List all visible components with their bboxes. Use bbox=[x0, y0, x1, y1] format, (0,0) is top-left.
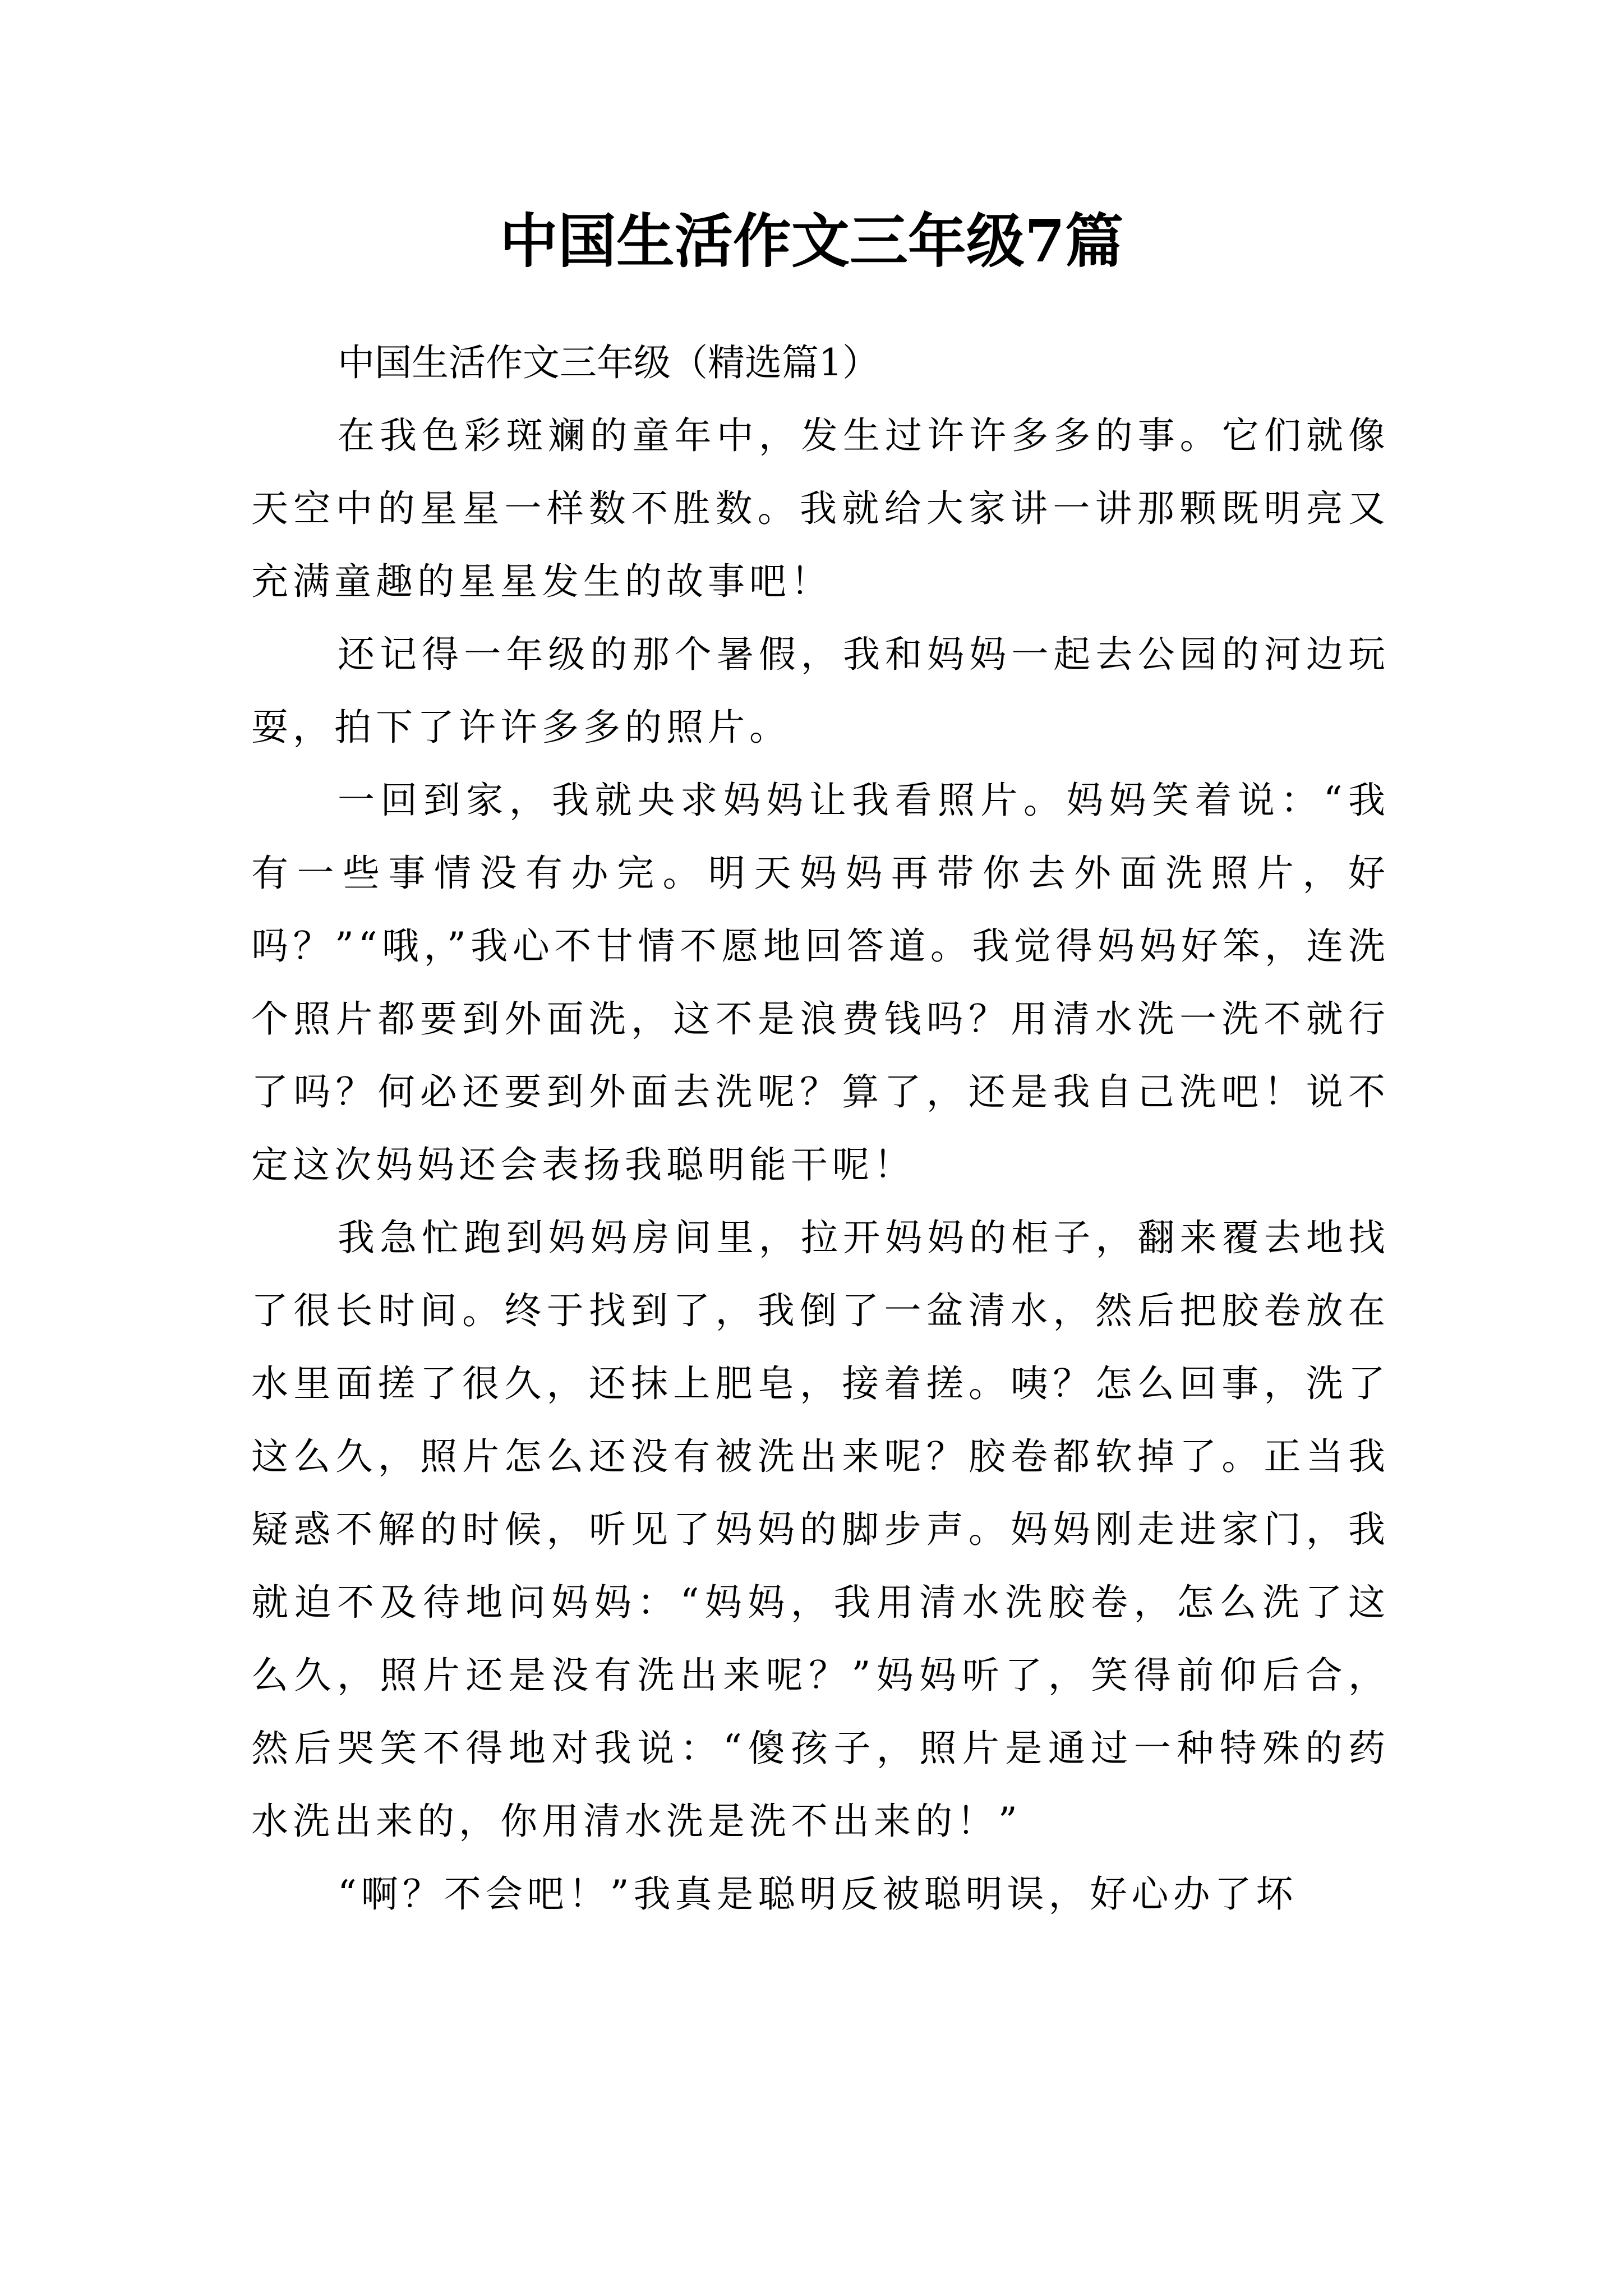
paragraph-5: “啊？不会吧！”我真是聪明反被聪明误，好心办了坏 bbox=[338, 1872, 1298, 1916]
paragraph-1: 在我色彩斑斓的童年中，发生过许许多多的事。它们就像天空中的星星一样数不胜数。我就给大家讲一讲那颗既明亮又充满童趣的星星发生的故事吧！ bbox=[251, 414, 1390, 603]
paragraph-2: 还记得一年级的那个暑假，我和妈妈一起去公园的河边玩耍，拍下了许许多多的照片。 bbox=[251, 633, 1390, 749]
document-body bbox=[251, 326, 1390, 1931]
section-heading: 中国生活作文三年级（精选篇1） bbox=[338, 341, 879, 384]
paragraph-4: 我急忙跑到妈妈房间里，拉开妈妈的柜子，翻来覆去地找了很长时间。终于找到了，我倒了一盆清水，然后把胶卷放在水里面搓了很久，还抹上肥皂，接着搓。咦？怎么回事，洗了这么久，照片怎么还没有被洗出来呢？胶卷都软掉了。正当我疑惑不解的时候，听见了妈妈的脚步声。妈妈刚走进家门，我就迫不及待地问妈妈：“妈妈，我用清水洗胶卷，怎么洗了这么久，照片还是没有洗出来呢？”妈妈听了，笑得前仰后合，然后哭笑不得地对我说：“傻孩子，照片是通过一种特殊的药水洗出来的，你用清水洗是洗不出来的！” bbox=[251, 1216, 1390, 1843]
paragraph-3: 一回到家，我就央求妈妈让我看照片。妈妈笑着说：“我有一些事情没有办完。明天妈妈再带你去外面洗照片，好吗？”“哦，”我心不甘情不愿地回答道。我觉得妈妈好笨，连洗个照片都要到外面洗，这不是浪费钱吗？用清水洗一洗不就行了吗？何必还要到外面去洗呢？算了，还是我自己洗吧！说不定这次妈妈还会表扬我聪明能干呢！ bbox=[251, 779, 1390, 1186]
document-title: 中国生活作文三年级7篇 bbox=[499, 206, 1124, 275]
